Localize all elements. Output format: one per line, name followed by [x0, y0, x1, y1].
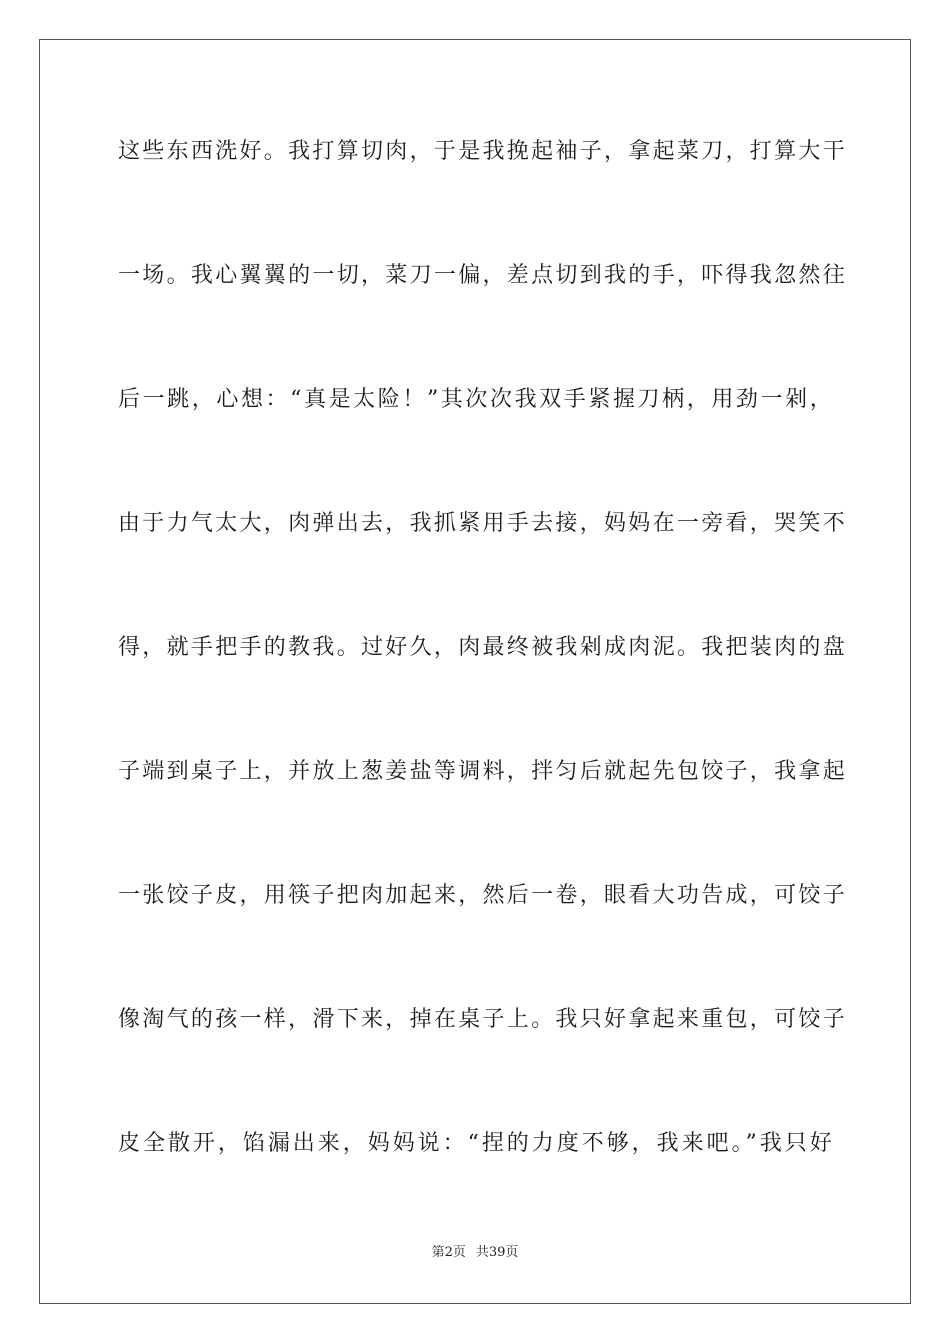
text-line: 一张饺子皮，用筷子把肉加起来，然后一卷，眼看大功告成，可饺子 — [118, 883, 848, 908]
text-line: 一场。我心翼翼的一切，菜刀一偏，差点切到我的手，吓得我忽然往 — [118, 263, 848, 288]
document-body — [118, 130, 848, 1246]
text-line: 得，就手把手的教我。过好久，肉最终被我剁成肉泥。我把装肉的盘 — [118, 635, 848, 660]
page-total: 共39页 — [475, 1245, 519, 1260]
text-line: 像淘气的孩一样，滑下来，掉在桌子上。我只好拿起来重包，可饺子 — [118, 1007, 848, 1032]
page-number: 第2页 — [431, 1245, 466, 1260]
text-line: 皮全散开，馅漏出来，妈妈说：“捏的力度不够，我来吧。”我只好 — [118, 1131, 834, 1156]
page-footer — [0, 1244, 950, 1262]
text-line: 这些东西洗好。我打算切肉，于是我挽起袖子，拿起菜刀，打算大干 — [118, 139, 848, 164]
text-line: 后一跳，心想：“真是太险！”其次次我双手紧握刀柄，用劲一剁， — [118, 387, 834, 412]
text-line: 子端到桌子上，并放上葱姜盐等调料，拌匀后就起先包饺子，我拿起 — [118, 759, 848, 784]
text-line: 由于力气太大，肉弹出去，我抓紧用手去接，妈妈在一旁看，哭笑不 — [118, 511, 848, 536]
